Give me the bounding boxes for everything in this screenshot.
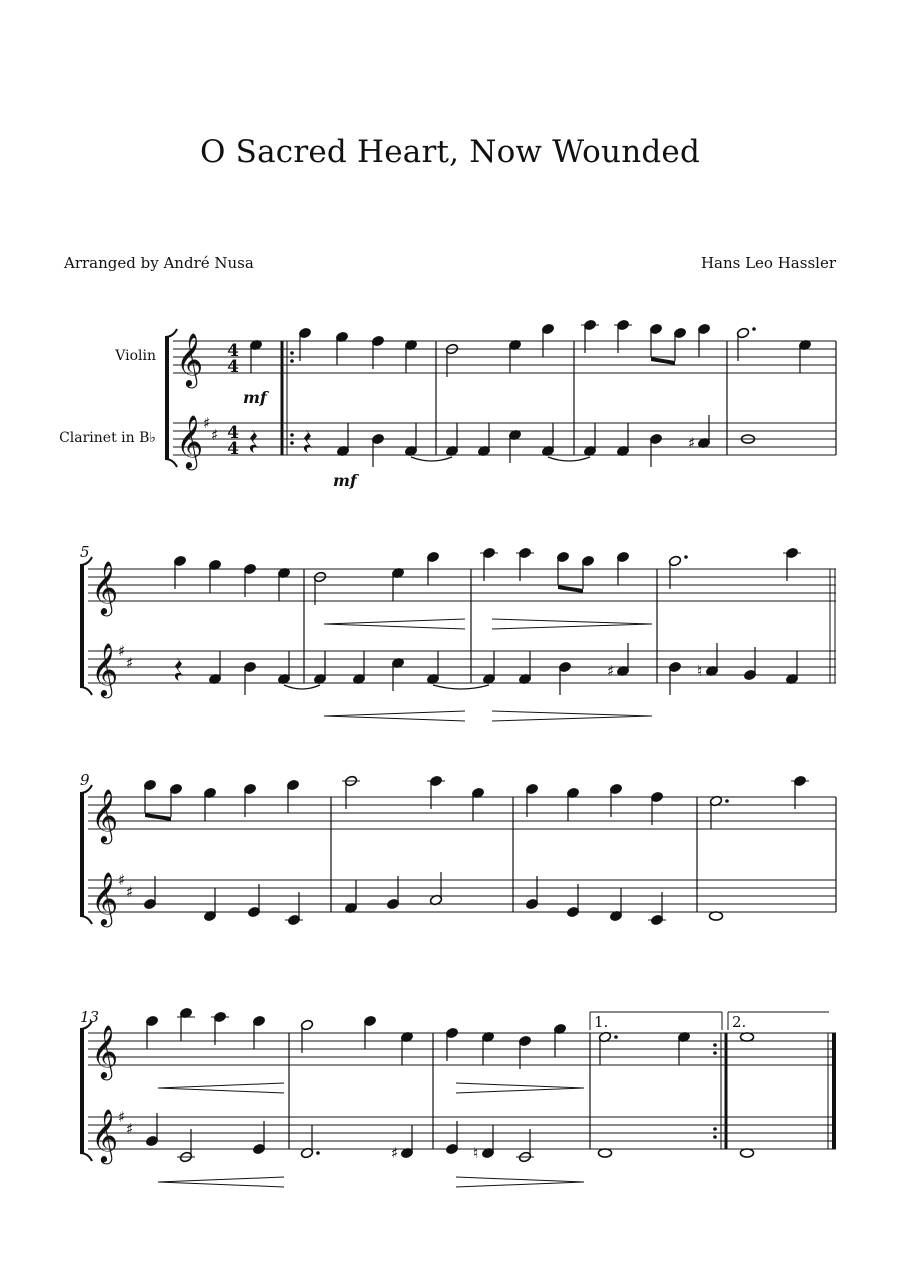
note-beam — [651, 357, 675, 365]
system-bracket — [165, 337, 169, 459]
note-beam — [145, 813, 171, 821]
repeat-dot — [713, 1127, 717, 1131]
system-bracket — [80, 565, 84, 687]
natural-icon: ♮ — [473, 1144, 479, 1162]
crescendo-hairpin — [324, 716, 465, 721]
time-signature: 4 — [227, 357, 239, 377]
treble-clef-icon: 𝄞 — [176, 332, 204, 386]
notehead — [741, 1149, 754, 1157]
treble-clef-icon: 𝄞 — [91, 871, 119, 925]
tie — [433, 685, 489, 689]
sharp-icon: ♯ — [126, 1120, 134, 1138]
crescendo-hairpin — [324, 619, 465, 624]
decrescendo-hairpin — [492, 619, 652, 624]
augmentation-dot — [614, 1035, 618, 1039]
augmentation-dot — [684, 555, 688, 559]
augmentation-dot — [316, 1151, 320, 1155]
dynamic-mf-violin: mf — [243, 388, 267, 407]
repeat-dot — [290, 433, 294, 437]
repeat-dot — [713, 1043, 717, 1047]
page-title: O Sacred Heart, Now Wounded — [199, 134, 701, 170]
instrument-label-violin: Violin — [115, 348, 156, 364]
treble-clef-icon: 𝄞 — [176, 414, 204, 468]
augmentation-dot — [752, 327, 756, 331]
time-signature: 4 — [227, 439, 239, 459]
repeat-dot — [290, 351, 294, 355]
crescendo-hairpin — [158, 1177, 284, 1182]
repeat-dot — [290, 441, 294, 445]
treble-clef-icon: 𝄞 — [91, 1108, 119, 1162]
composer-credit: Hans Leo Hassler — [700, 254, 836, 272]
repeat-dot — [713, 1135, 717, 1139]
decrescendo-hairpin — [456, 1083, 584, 1088]
time-signature: 4 — [227, 423, 239, 443]
sharp-icon: ♯ — [211, 426, 219, 444]
arranger-credit: Arranged by André Nusa — [64, 254, 254, 272]
natural-icon: ♮ — [697, 662, 703, 680]
decrescendo-hairpin — [456, 1088, 584, 1093]
decrescendo-hairpin — [492, 716, 652, 721]
sharp-icon: ♯ — [118, 642, 126, 660]
notehead — [599, 1149, 612, 1157]
sharp-icon: ♯ — [607, 662, 615, 680]
tie — [411, 457, 452, 461]
decrescendo-hairpin — [492, 624, 652, 629]
quarter-rest-icon — [250, 429, 258, 453]
tie — [548, 457, 590, 461]
notehead — [710, 912, 723, 920]
treble-clef-icon: 𝄞 — [91, 642, 119, 696]
treble-clef-icon: 𝄞 — [91, 1024, 119, 1078]
dynamic-mf-clarinet: mf — [333, 471, 357, 490]
quarter-rest-icon — [304, 429, 312, 453]
ending-2-label: 2. — [732, 1013, 747, 1031]
sharp-icon: ♯ — [118, 1108, 126, 1126]
crescendo-hairpin — [324, 711, 465, 716]
crescendo-hairpin — [324, 624, 465, 629]
sharp-icon: ♯ — [126, 654, 134, 672]
sharp-icon: ♯ — [118, 871, 126, 889]
repeat-dot — [290, 359, 294, 363]
repeat-dot — [713, 1051, 717, 1055]
augmentation-dot — [725, 799, 729, 803]
crescendo-hairpin — [158, 1083, 284, 1088]
sharp-icon: ♯ — [126, 883, 134, 901]
time-signature: 4 — [227, 341, 239, 361]
note-beam — [558, 585, 583, 593]
ending-1-label: 1. — [594, 1013, 609, 1031]
decrescendo-hairpin — [456, 1177, 584, 1182]
quarter-rest-icon — [175, 657, 183, 681]
treble-clef-icon: 𝄞 — [91, 560, 119, 614]
sharp-icon: ♯ — [688, 434, 696, 452]
tie — [284, 685, 320, 689]
system-bracket — [80, 793, 84, 916]
decrescendo-hairpin — [456, 1182, 584, 1187]
sharp-icon: ♯ — [203, 414, 211, 432]
system-bracket — [80, 1029, 84, 1153]
instrument-label-clarinet: Clarinet in B♭ — [59, 430, 156, 446]
treble-clef-icon: 𝄞 — [91, 788, 119, 842]
measure-number-9: 9 — [80, 771, 90, 789]
decrescendo-hairpin — [492, 711, 652, 716]
notehead — [741, 1033, 754, 1041]
crescendo-hairpin — [158, 1182, 284, 1187]
measure-number-13: 13 — [80, 1008, 100, 1026]
sharp-icon: ♯ — [391, 1144, 399, 1162]
measure-number-5: 5 — [80, 543, 90, 561]
crescendo-hairpin — [158, 1088, 284, 1093]
